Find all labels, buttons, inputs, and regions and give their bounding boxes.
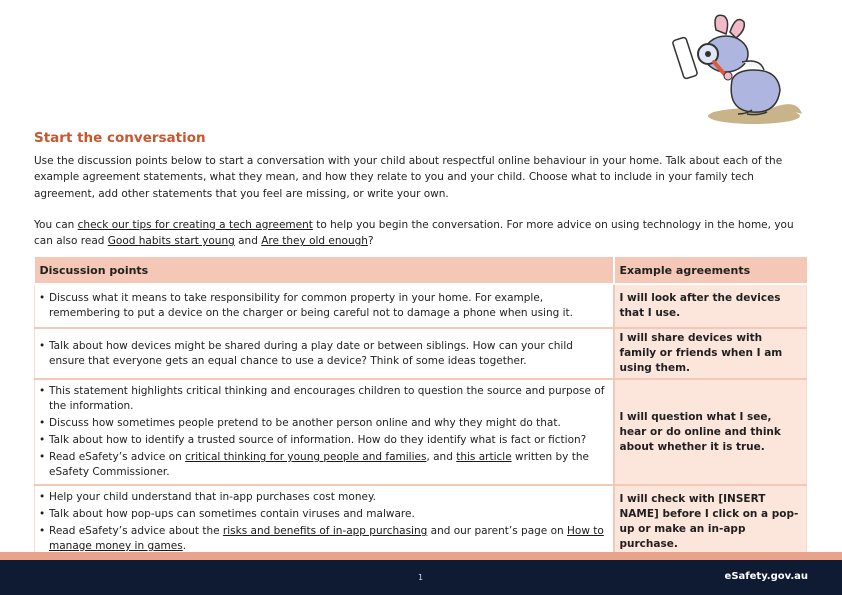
resources-text: You can (34, 219, 78, 231)
table-row (35, 328, 807, 379)
discussion-point: • Discuss what it means to take responsibility for common property in your home. For example, remembering to put a device on the charger or being careful not to damage a phone when using it. (39, 291, 609, 321)
manage-money-link[interactable]: How to manage money in games (49, 525, 604, 552)
intro-paragraph: Use the discussion points below to start a conversation with your child about respectful online behaviour in your home. Talk about each of the example agreement statements, what they mean, and how they relate to you and your child. Choose what to include in your family tech agreement, add other statements that you feel are missing, or write your own. (34, 155, 783, 200)
page-number: 1 (418, 573, 424, 582)
resources-text: ? (367, 235, 374, 248)
point-text: Read eSafety’s advice on (49, 451, 186, 463)
discussion-cell (35, 284, 614, 328)
discussion-point: • Help your child understand that in-app purchases cost money. (39, 490, 609, 505)
agreement-cell: I will check with [INSERT NAME] before I click on a pop-up or make an in-app purchase. (614, 485, 807, 559)
this-article-link[interactable]: this article (456, 451, 512, 463)
good-habits-link[interactable]: Good habits start young (107, 235, 235, 248)
footer-accent-band (0, 552, 842, 560)
table-header-row (35, 257, 807, 284)
discussion-point: • Discuss how sometimes people pretend to be another person online and why they might do that. (39, 416, 609, 431)
site-url[interactable]: eSafety.gov.au (724, 571, 808, 582)
mascot-illustration (672, 10, 812, 130)
discussion-point (39, 450, 609, 480)
agreement-cell: I will share devices with family or friends when I am using them. (614, 328, 807, 379)
point-text: written by the eSafety Commissioner. (49, 451, 589, 478)
page-footer (0, 560, 842, 595)
point-text: , and (426, 451, 457, 463)
discussion-cell (35, 328, 614, 379)
resources-paragraph (34, 217, 810, 250)
discussion-point: • This statement highlights critical thinking and encourages children to question the source and purpose of the information. (39, 384, 609, 414)
discussion-cell (35, 379, 614, 485)
discussion-cell (35, 485, 614, 559)
agreement-cell: I will question what I see, hear or do online and think about whether it is true. (614, 379, 807, 485)
discussion-point: • Talk about how pop-ups can sometimes contain viruses and malware. (39, 507, 609, 522)
tips-link[interactable]: check our tips for creating a tech agreement (77, 219, 313, 231)
column-header-agreements: Example agreements (614, 257, 807, 284)
resources-text: and (234, 235, 262, 248)
discussion-point (39, 524, 609, 554)
discussion-point: • Talk about how to identify a trusted source of information. How do they identify what is fact or fiction? (39, 433, 609, 448)
agreements-table (34, 257, 807, 560)
table-row (35, 379, 807, 485)
discussion-point: • Talk about how devices might be shared during a play date or between siblings. How can your child ensure that everyone gets an equal chance to use a device? Think of some ideas together. (39, 339, 609, 369)
critical-thinking-link[interactable]: critical thinking for young people and families (185, 451, 427, 463)
table-row (35, 485, 807, 559)
agreement-cell: I will look after the devices that I use. (614, 284, 807, 328)
column-header-discussion: Discussion points (35, 257, 614, 284)
old-enough-link[interactable]: Are they old enough (261, 235, 368, 248)
section-heading: Start the conversation (34, 130, 206, 146)
point-text: and our parent’s page on (427, 525, 568, 537)
table-row (35, 284, 807, 328)
in-app-purchasing-link[interactable]: risks and benefits of in-app purchasing (222, 525, 428, 537)
point-text: . (182, 540, 187, 552)
resources-text: to help you begin the conversation. For more advice on using technology in the home, you can also read (34, 219, 794, 248)
point-text: Read eSafety’s advice about the (49, 525, 223, 537)
